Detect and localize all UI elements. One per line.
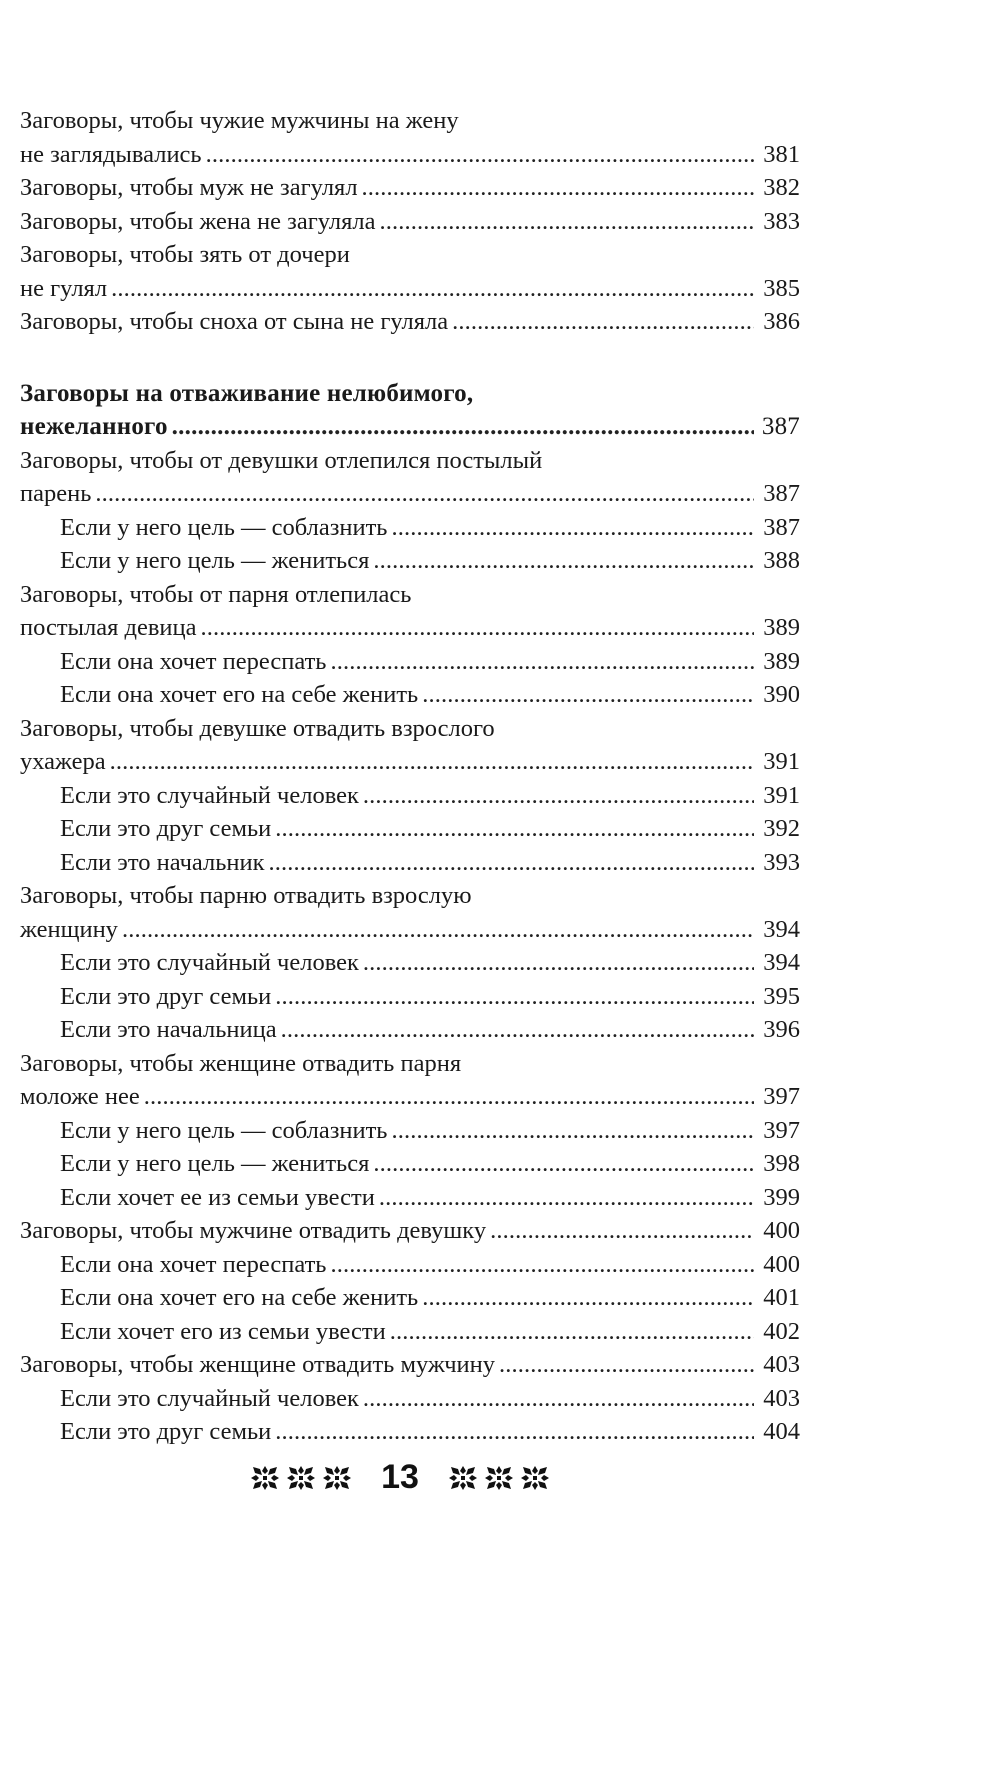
dot-leader <box>391 511 754 545</box>
toc-entry <box>20 1080 800 1114</box>
dot-leader <box>362 171 754 205</box>
dot-leader <box>111 272 754 306</box>
toc-entry <box>20 272 800 306</box>
toc-entry-page-number: 398 <box>763 1150 800 1177</box>
toc-entry-page-number: 397 <box>763 1116 800 1144</box>
toc-entry-title: Заговоры, чтобы зять от дочери <box>20 241 350 268</box>
dot-leader <box>206 138 754 172</box>
toc-entry-page-number: 400 <box>763 1217 800 1244</box>
toc-entry <box>20 1248 800 1282</box>
toc-entry-title: Если у него цель — жениться <box>60 1150 370 1177</box>
toc-entry <box>20 578 800 612</box>
toc-entry <box>20 846 800 880</box>
toc-entry <box>20 171 800 205</box>
toc-entry-title: Если это друг семьи <box>60 815 272 842</box>
toc-entry <box>20 104 800 138</box>
toc-entry-title: Заговоры, чтобы женщине отвадить парня <box>20 1049 462 1077</box>
toc-entry <box>20 678 800 712</box>
toc-entry <box>20 477 800 511</box>
toc-entry <box>20 511 800 545</box>
toc-entry <box>20 1214 800 1248</box>
toc-entry-title: Если это случайный человек <box>60 1384 359 1412</box>
dot-leader <box>452 305 754 339</box>
dot-leader <box>122 913 754 947</box>
toc-entry <box>20 946 800 980</box>
toc-entry <box>20 238 800 272</box>
page-footer <box>0 1458 900 1497</box>
dot-leader <box>373 1147 754 1181</box>
toc-entry-page-number: 392 <box>763 815 800 842</box>
toc-entry-page-number: 394 <box>763 915 800 943</box>
dot-leader <box>363 1382 754 1416</box>
toc-entry-title: Заговоры, чтобы жена не загуляла <box>20 207 376 235</box>
dot-leader <box>95 477 754 511</box>
toc-entry-title: Заговоры, чтобы муж не загулял <box>20 174 358 201</box>
dot-leader <box>391 1114 754 1148</box>
dot-leader <box>110 745 754 779</box>
toc-entry-page-number: 391 <box>763 781 800 809</box>
toc-entry-title: Заговоры, чтобы от парня отлепилась <box>20 580 412 608</box>
toc-entry <box>20 980 800 1014</box>
toc-entry <box>20 1013 800 1047</box>
dot-leader <box>281 1013 754 1047</box>
toc-entry-page-number: 402 <box>763 1317 800 1345</box>
toc-entry-page-number: 389 <box>763 614 800 641</box>
toc-entry-title: Если она хочет переспать <box>60 647 327 675</box>
toc-entry-title: Если это друг семьи <box>60 982 272 1010</box>
toc-entry <box>20 1315 800 1349</box>
toc-entry <box>20 745 800 779</box>
dot-leader <box>172 410 754 444</box>
toc-entry-title: Если это начальница <box>60 1016 277 1043</box>
toc-entry-page-number: 395 <box>763 982 800 1010</box>
dot-leader <box>330 1248 754 1282</box>
toc-entry-title: Заговоры, чтобы чужие мужчины на жену <box>20 107 459 134</box>
dot-leader <box>144 1080 754 1114</box>
toc-entry-title: ухажера <box>20 748 106 775</box>
toc-entry <box>20 645 800 679</box>
toc-entry <box>20 1281 800 1315</box>
dot-leader <box>275 980 754 1014</box>
toc-entry-title: Если это случайный человек <box>60 781 359 809</box>
toc-entry-page-number: 396 <box>763 1016 800 1043</box>
dot-leader <box>499 1348 754 1382</box>
toc-entry-title: парень <box>20 480 92 507</box>
dot-leader <box>373 544 754 578</box>
toc-entry-title: Если это случайный человек <box>60 949 359 976</box>
dot-leader <box>380 205 754 239</box>
toc-entry <box>20 1181 800 1215</box>
toc-entry-title: Если это начальник <box>60 848 265 876</box>
toc-entry-title: Заговоры, чтобы женщине отвадить мужчину <box>20 1351 496 1378</box>
dot-leader <box>363 779 754 813</box>
toc-entry <box>20 1348 800 1382</box>
toc-entry <box>20 1382 800 1416</box>
folk-ornament-icon <box>323 1466 351 1490</box>
toc-section-heading <box>20 377 800 411</box>
toc-entry <box>20 879 800 913</box>
folk-ornament-icon <box>449 1466 477 1490</box>
section-page-number: 387 <box>761 413 800 440</box>
dot-leader <box>275 1415 754 1449</box>
toc-entry-title: женщину <box>20 915 118 943</box>
toc-entry-title: Если она хочет переспать <box>60 1250 327 1278</box>
toc-entry <box>20 1415 800 1449</box>
folk-ornament-icon <box>287 1466 315 1490</box>
toc-entry-page-number: 381 <box>763 140 800 168</box>
toc-entry-page-number: 388 <box>763 547 800 574</box>
dot-leader <box>330 645 754 679</box>
toc-entry <box>20 138 800 172</box>
toc-entry <box>20 305 800 339</box>
toc-entry <box>20 444 800 478</box>
dot-leader <box>390 1315 754 1349</box>
toc-entry-page-number: 389 <box>763 647 800 675</box>
toc-entry-title: постылая девица <box>20 614 197 641</box>
toc-group-2 <box>20 444 800 1449</box>
table-of-contents <box>20 104 800 1449</box>
dot-leader <box>422 678 754 712</box>
toc-entry-page-number: 403 <box>763 1351 800 1378</box>
toc-entry-title: Если хочет его из семьи увести <box>60 1317 386 1345</box>
toc-entry-page-number: 394 <box>763 949 800 976</box>
toc-entry-title: Если у него цель — соблазнить <box>60 1116 388 1144</box>
folk-ornament-icon <box>521 1466 549 1490</box>
toc-entry-page-number: 383 <box>763 207 800 235</box>
toc-entry <box>20 1147 800 1181</box>
toc-entry-page-number: 390 <box>763 681 800 708</box>
toc-entry <box>20 1047 800 1081</box>
toc-entry <box>20 205 800 239</box>
toc-entry-title: Заговоры, чтобы от девушки отлепился постылый <box>20 446 543 474</box>
section-title-line2: нежеланного <box>20 413 168 440</box>
page-number: 13 <box>381 1458 419 1496</box>
toc-entry-page-number: 393 <box>763 848 800 876</box>
toc-entry-title: Заговоры, чтобы сноха от сына не гуляла <box>20 308 449 335</box>
toc-entry-page-number: 391 <box>763 748 800 775</box>
toc-entry <box>20 1114 800 1148</box>
folk-ornament-icon <box>251 1466 279 1490</box>
toc-entry-page-number: 404 <box>763 1418 800 1445</box>
toc-entry <box>20 913 800 947</box>
toc-entry <box>20 812 800 846</box>
section-gap <box>20 339 800 377</box>
toc-entry <box>20 712 800 746</box>
toc-entry-page-number: 385 <box>763 274 800 302</box>
toc-entry-title: Заговоры, чтобы мужчине отвадить девушку <box>20 1217 487 1244</box>
toc-entry-page-number: 401 <box>763 1284 800 1311</box>
toc-entry-title: Если она хочет его на себе женить <box>60 1284 419 1311</box>
toc-entry-title: Если это друг семьи <box>60 1418 272 1445</box>
toc-entry-title: не гулял <box>20 274 108 302</box>
toc-section-heading-cont <box>20 410 800 444</box>
toc-entry-page-number: 403 <box>763 1384 800 1412</box>
folk-ornament-icon <box>485 1466 513 1490</box>
toc-entry-page-number: 387 <box>763 513 800 541</box>
dot-leader <box>490 1214 754 1248</box>
toc-entry-title: Если хочет ее из семьи увести <box>60 1183 375 1211</box>
toc-entry-page-number: 387 <box>763 480 800 507</box>
toc-group-1 <box>20 104 800 339</box>
toc-entry-page-number: 386 <box>763 308 800 335</box>
dot-leader <box>363 946 754 980</box>
toc-entry-title: Если она хочет его на себе женить <box>60 681 419 708</box>
section-title-line1: Заговоры на отваживание нелюбимого, <box>20 379 474 407</box>
toc-entry-page-number: 382 <box>763 174 800 201</box>
toc-entry <box>20 611 800 645</box>
toc-entry-title: Если у него цель — жениться <box>60 547 370 574</box>
dot-leader <box>379 1181 754 1215</box>
toc-entry-page-number: 399 <box>763 1183 800 1211</box>
toc-entry-title: не заглядывались <box>20 140 202 168</box>
toc-entry-title: Заговоры, чтобы девушке отвадить взрослого <box>20 714 495 742</box>
toc-entry-title: Заговоры, чтобы парню отвадить взрослую <box>20 882 472 909</box>
toc-entry-page-number: 400 <box>763 1250 800 1278</box>
dot-leader <box>422 1281 754 1315</box>
toc-entry <box>20 544 800 578</box>
toc-entry-page-number: 397 <box>763 1083 800 1110</box>
dot-leader <box>201 611 754 645</box>
toc-entry <box>20 779 800 813</box>
dot-leader <box>269 846 754 880</box>
toc-entry-title: Если у него цель — соблазнить <box>60 513 388 541</box>
dot-leader <box>275 812 754 846</box>
toc-entry-title: моложе нее <box>20 1083 140 1110</box>
